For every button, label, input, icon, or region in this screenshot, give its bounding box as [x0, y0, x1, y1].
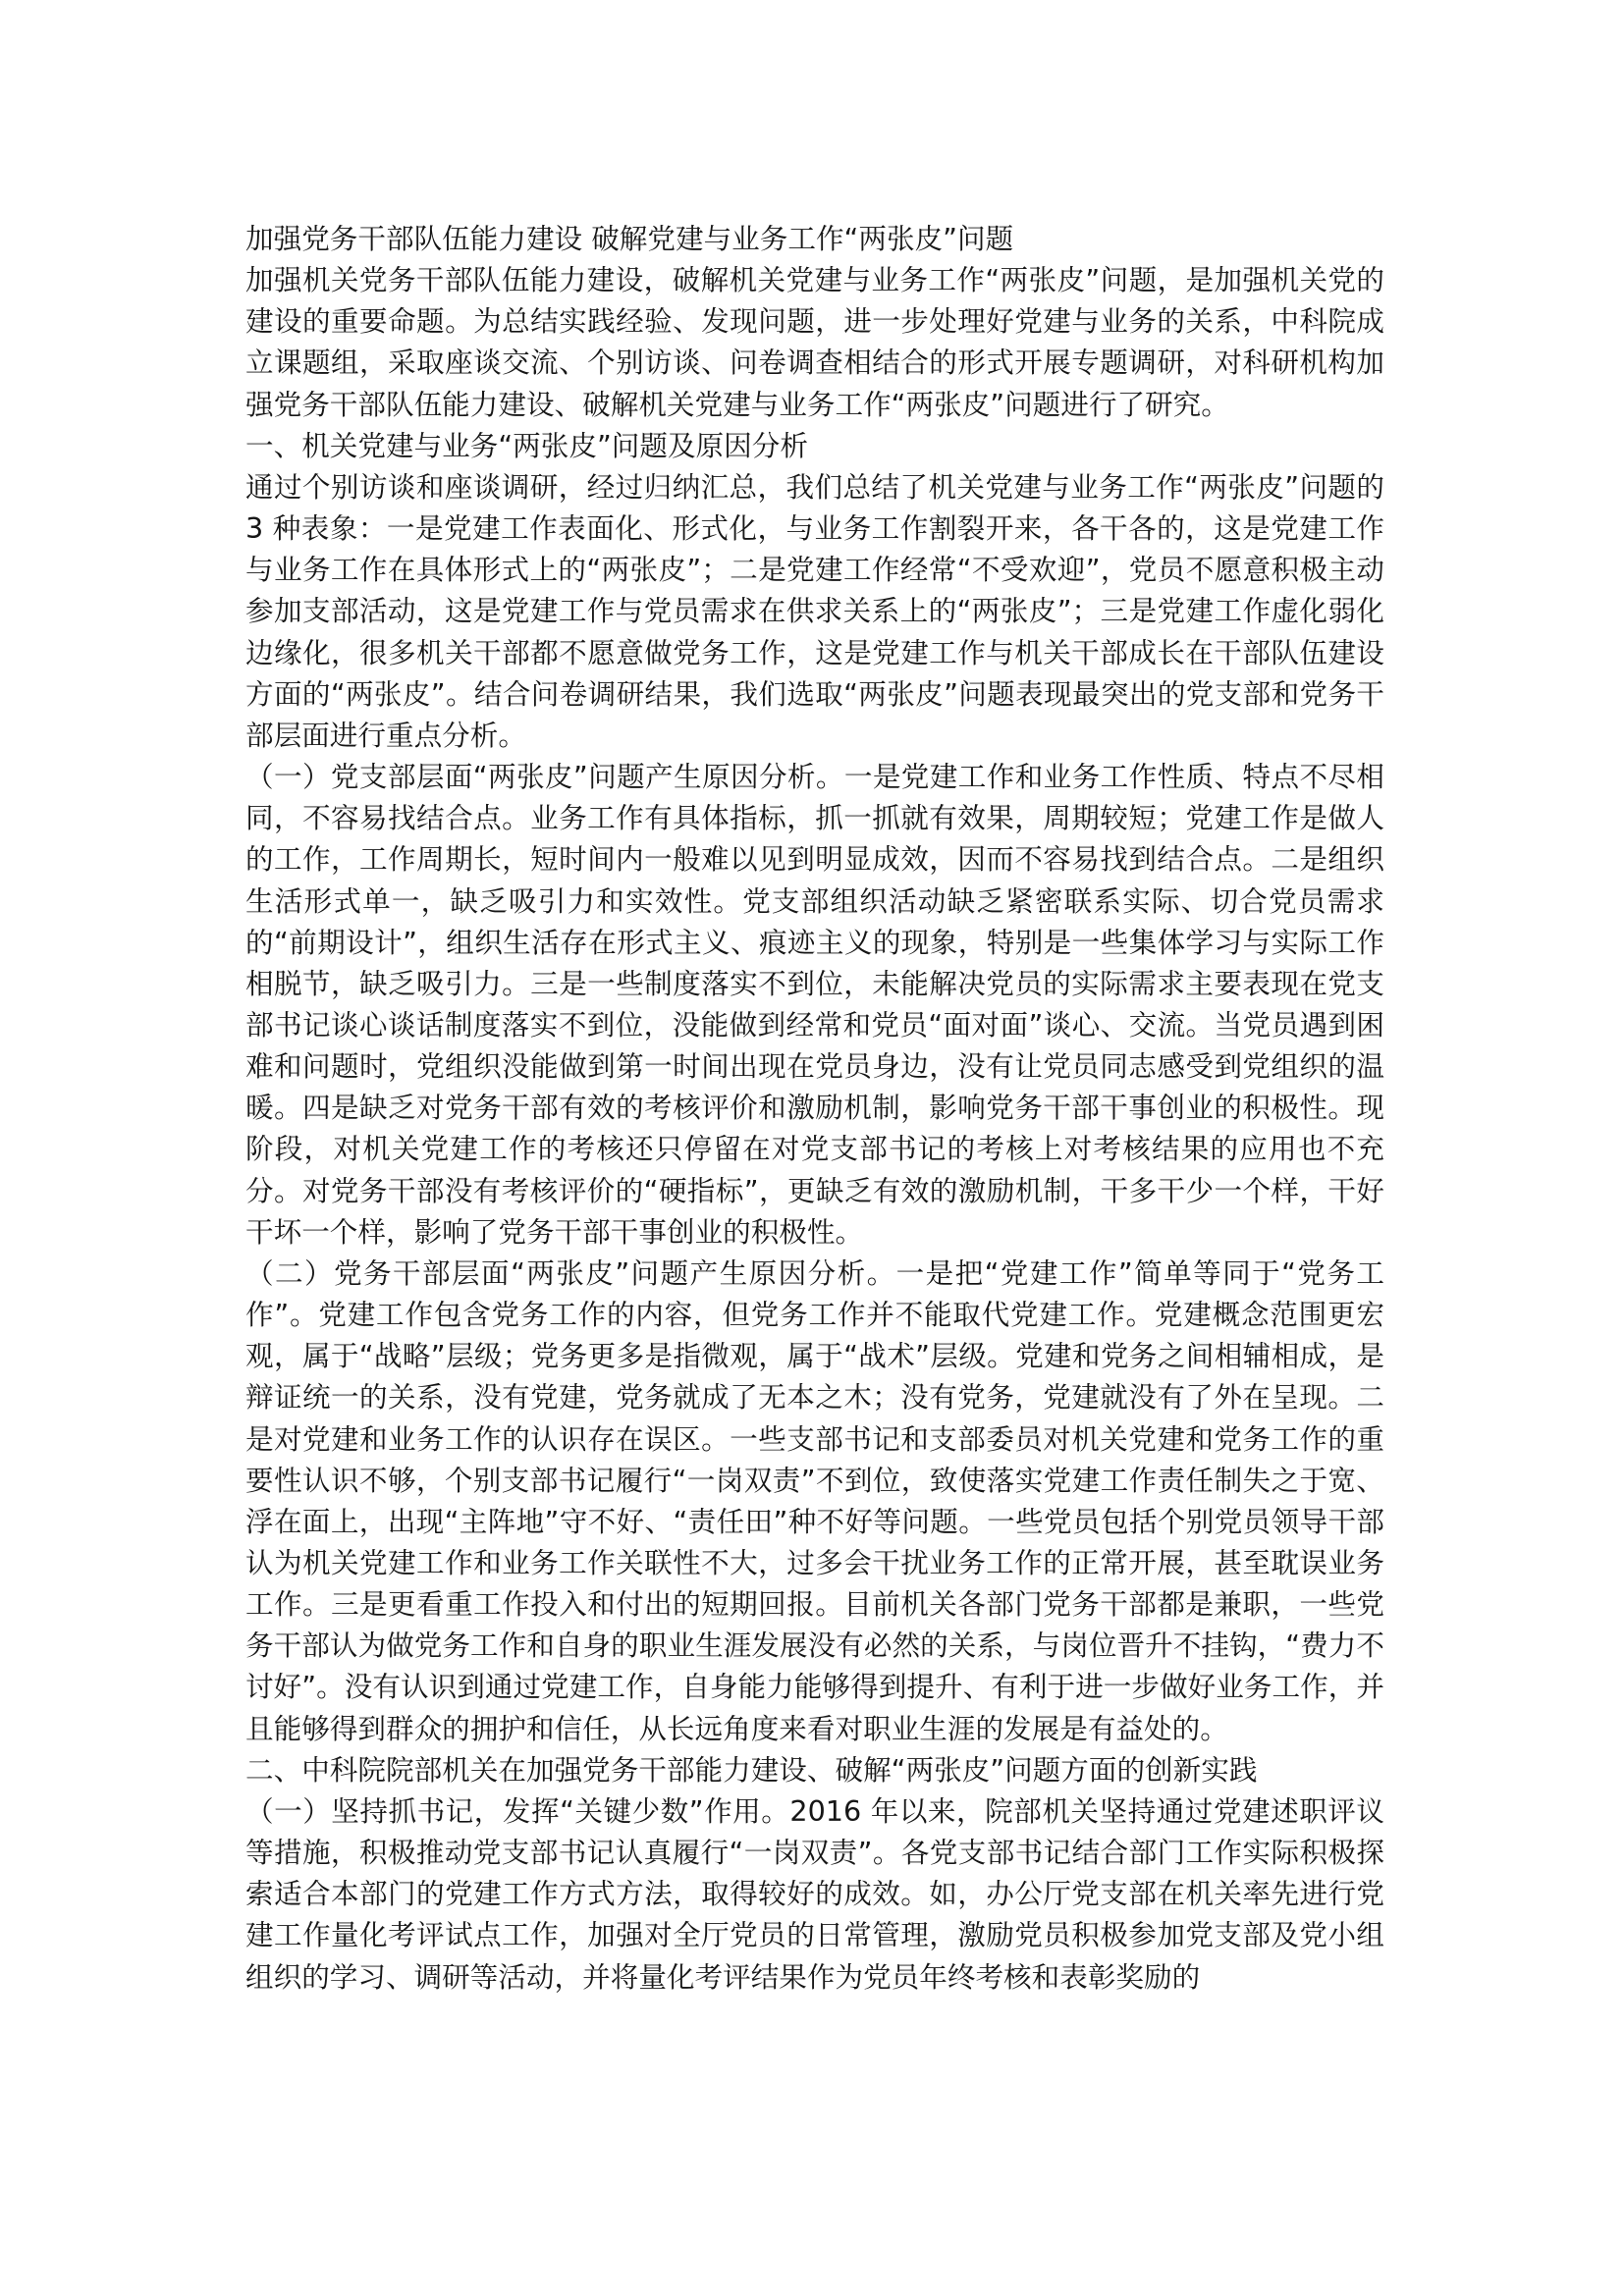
- subsection-2-1-paragraph: （一）坚持抓书记，发挥“关键少数”作用。2016 年以来，院部机关坚持通过党建述职评议等措施，积极推动党支部书记认真履行“一岗双责”。各党支部书记结合部门工作实际积极探索适合本部门的党建工作方式方法，取得较好的成效。如，办公厅党支部在机关率先进行党建工作量化考评试点工作，加强对全厅党员的日常管理，激励党员积极参加党支部及党小组组织的学习、调研等活动，并将量化考评结果作为党员年终考核和表彰奖励的: [245, 1793, 1384, 1994]
- subsection-1-1-paragraph: （一）党支部层面“两张皮”问题产生原因分析。一是党建工作和业务工作性质、特点不尽相同，不容易找结合点。业务工作有具体指标，抓一抓就有效果，周期较短；党建工作是做人的工作，工作周期长，短时间内一般难以见到明显成效，因而不容易找到结合点。二是组织生活形式单一，缺乏吸引力和实效性。党支部组织活动缺乏紧密联系实际、切合党员需求的“前期设计”，组织生活存在形式主义、痕迹主义的现象，特别是一些集体学习与实际工作相脱节，缺乏吸引力。三是一些制度落实不到位，未能解决党员的实际需求主要表现在党支部书记谈心谈话制度落实不到位，没能做到经常和党员“面对面”谈心、交流。当党员遇到困难和问题时，党组织没能做到第一时间出现在党员身边，没有让党员同志感受到党组织的温暖。四是缺乏对党务干部有效的考核评价和激励机制，影响党务干部干事创业的积极性。现阶段，对机关党建工作的考核还只停留在对党支部书记的考核上对考核结果的应用也不充分。对党务干部没有考核评价的“硬指标”，更缺乏有效的激励机制，干多干少一个样，干好干坏一个样，影响了党务干部干事创业的积极性。: [245, 760, 1384, 1249]
- document-title: 加强党务干部队伍能力建设 破解党建与业务工作“两张皮”问题: [245, 222, 1014, 255]
- section-1-paragraph: 通过个别访谈和座谈调研，经过归纳汇总，我们总结了机关党建与业务工作“两张皮”问题的 3 种表象：一是党建工作表面化、形式化，与业务工作割裂开来，各干各的，这是党建工作与业务工作在具体形式上的“两张皮”；二是党建工作经常“不受欢迎”，党员不愿意积极主动参加支部活动，这是党建工作与党员需求在供求关系上的“两张皮”；三是党建工作虚化弱化边缘化，很多机关干部都不愿意做党务工作，这是党建工作与机关干部成长在干部队伍建设方面的“两张皮”。结合问卷调研结果，我们选取“两张皮”问题表现最突出的党支部和党务干部层面进行重点分析。: [245, 469, 1384, 752]
- section-heading-2: 二、中科院院部机关在加强党务干部能力建设、破解“两张皮”问题方面的创新实践: [245, 1752, 1258, 1787]
- subsection-1-2-paragraph: （二）党务干部层面“两张皮”问题产生原因分析。一是把“党建工作”简单等同于“党务工作”。党建工作包含党务工作的内容，但党务工作并不能取代党建工作。党建概念范围更宏观，属于“战略”层级；党务更多是指微观，属于“战术”层级。党建和党务之间相辅相成，是辩证统一的关系，没有党建，党务就成了无本之木；没有党务，党建就没有了外在呈现。二是对党建和业务工作的认识存在误区。一些支部书记和支部委员对机关党建和党务工作的重要性认识不够，个别支部书记履行“一岗双责”不到位，致使落实党建工作责任制失之于宽、浮在面上，出现“主阵地”守不好、“责任田”种不好等问题。一些党员包括个别党员领导干部认为机关党建工作和业务工作关联性不大，过多会干扰业务工作的正常开展，甚至耽误业务工作。三是更看重工作投入和付出的短期回报。目前机关各部门党务干部都是兼职，一些党务干部认为做党务工作和自身的职业生涯发展没有必然的关系，与岗位晋升不挂钩，“费力不讨好”。没有认识到通过党建工作，自身能力能够得到提升、有利于进一步做好业务工作，并且能够得到群众的拥护和信任，从长远角度来看对职业生涯的发展是有益处的。: [245, 1255, 1384, 1745]
- intro-paragraph: 加强机关党务干部队伍能力建设，破解机关党建与业务工作“两张皮”问题，是加强机关党的建设的重要命题。为总结实践经验、发现问题，进一步处理好党建与业务的关系，中科院成立课题组，采取座谈交流、个别访谈、问卷调查相结合的形式开展专题调研，对科研机构加强党务干部队伍能力建设、破解机关党建与业务工作“两张皮”问题进行了研究。: [245, 263, 1384, 421]
- document-page: [245, 218, 1384, 1998]
- section-heading-1: 一、机关党建与业务“两张皮”问题及原因分析: [245, 428, 808, 462]
